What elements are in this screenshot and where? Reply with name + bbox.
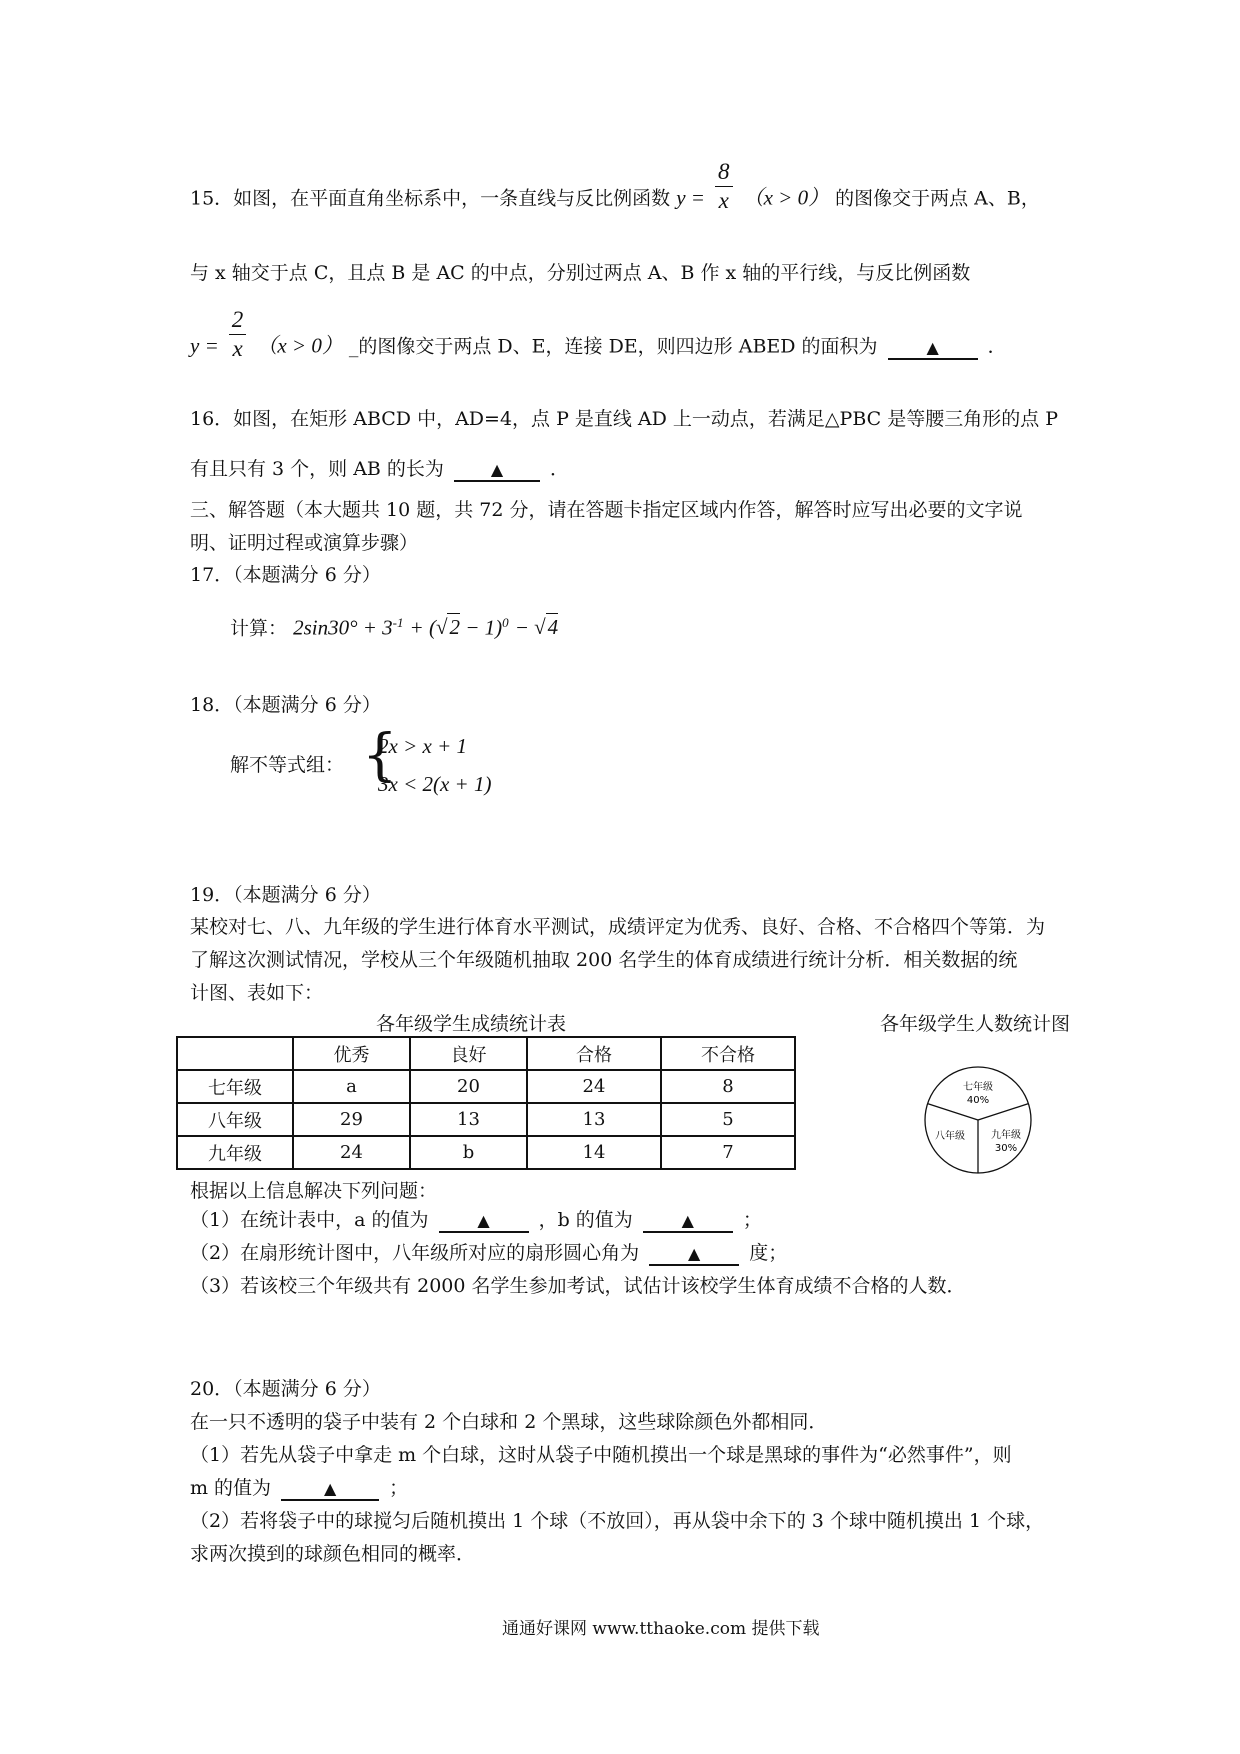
q17-radicand-2: 4 (547, 615, 559, 640)
table-header-cell: 不合格 (661, 1037, 795, 1070)
table-header-cell: 良好 (410, 1037, 527, 1070)
q19-part2-text: （2）在扇形统计图中，八年级所对应的扇形圆心角为 (190, 1242, 640, 1264)
q17-exponent-2: 0 (502, 615, 509, 630)
q15-line2: 与 x 轴交于点 C，且点 B 是 AC 的中点，分别过两点 A、B 作 x 轴的平行线，与反比例函数 (190, 262, 971, 284)
q19-part1-end: ； (742, 1209, 762, 1231)
table-cell: 24 (527, 1070, 661, 1103)
q15-fraction-1 (715, 158, 733, 215)
footer-text: 通通好课网 www.tthaoke.com 提供下载 (502, 1619, 820, 1639)
q17-expr-c: − 1) (459, 615, 503, 640)
q16-answer-blank[interactable] (454, 458, 540, 482)
q20-part1-text: m 的值为 (190, 1477, 272, 1499)
table-cell: a (293, 1070, 410, 1103)
q17-expression (230, 610, 558, 641)
table-cell: 九年级 (177, 1136, 293, 1169)
q20-part1-b (190, 1475, 408, 1501)
q17-sqrt-1: √2 (435, 615, 460, 640)
q20-part2-a: （2）若将袋子中的球搅匀后随机摸出 1 个球（不放回），再从袋中余下的 3 个球中随机摸出 1 个球， (190, 1510, 1045, 1532)
q16-text: 有且只有 3 个，则 AB 的长为 (190, 458, 444, 480)
q20-answer-blank[interactable] (281, 1477, 379, 1501)
q16-line1: 16．如图，在矩形 ABCD 中，AD=4，点 P 是直线 AD 上一动点，若满足△PBC 是等腰三角形的点 P (190, 408, 1059, 430)
table-cell: 14 (527, 1136, 661, 1169)
q19-part3: （3）若该校三个年级共有 2000 名学生参加考试，试估计该校学生体育成绩不合格的人数． (190, 1275, 966, 1297)
q17-sqrt-2: √4 (534, 615, 559, 640)
triangle-icon: ▲ (687, 1244, 701, 1263)
table-row (177, 1136, 795, 1169)
table-title: 各年级学生成绩统计表 (376, 1013, 567, 1035)
table-cell: 8 (661, 1070, 795, 1103)
q19-title: 19．（本题满分 6 分） (190, 884, 381, 906)
pie-label-seventh: 七年级 (963, 1082, 993, 1093)
table-cell: 7 (661, 1136, 795, 1169)
q17-exponent-1: -1 (392, 615, 404, 630)
q19-answer-blank-c[interactable] (649, 1242, 739, 1266)
pie-label-eighth: 八年级 (935, 1131, 965, 1142)
table-header-cell: 优秀 (293, 1037, 410, 1070)
q16-end: ． (550, 458, 570, 480)
q15-condition-1: （x > 0） (742, 185, 830, 210)
pie-label-ninth-pct: 30% (994, 1143, 1018, 1154)
q20-part1-end: ； (389, 1477, 409, 1499)
pie-chart-title: 各年级学生人数统计图 (880, 1013, 1071, 1035)
triangle-icon: ▲ (323, 1479, 337, 1498)
q20-part1-a: （1）若先从袋子中拿走 m 个白球，这时从袋子中随机摸出一个球是黑球的事件为“必然事件”，则 (190, 1444, 1012, 1466)
q17-radicand-1: 2 (449, 615, 460, 640)
q19-answer-blank-b[interactable] (643, 1209, 733, 1233)
table-header-cell (177, 1037, 293, 1070)
q15-y2: y = (190, 333, 219, 358)
triangle-icon: ▲ (490, 460, 504, 479)
table-cell: 13 (527, 1103, 661, 1136)
q19-line3: 计图、表如下： (190, 982, 324, 1004)
q15-fraction-2-den: x (232, 336, 243, 361)
q18-inequality-1: 2x > x + 1 (378, 734, 467, 758)
q20-part2-b: 求两次摸到的球颜色相同的概率． (190, 1543, 476, 1565)
q15-text-b: 的图像交于两点 A、B， (835, 187, 1040, 210)
q15-end: ． (987, 335, 1007, 358)
q17-expr-d: − (514, 615, 535, 640)
q15-fraction-1-den: x (718, 188, 729, 213)
q18-inequality-2: 3x < 2(x + 1) (378, 772, 492, 796)
stats-table (176, 1036, 796, 1170)
pie-divider-seventh-ninth (978, 1104, 1028, 1120)
q17-expr-a: 2sin30° + 3 (293, 615, 393, 640)
table-cell: 5 (661, 1103, 795, 1136)
triangle-icon: ▲ (477, 1211, 490, 1230)
table-header-cell: 合格 (527, 1037, 661, 1070)
section3-line1: 三、解答题（本大题共 10 题，共 72 分，请在答题卡指定区域内作答，解答时应写出必要的文字说 (190, 499, 1023, 521)
q17-title: 17．（本题满分 6 分） (190, 564, 381, 586)
pie-divider-eighth-seventh (928, 1104, 978, 1120)
q18-label: 解不等式组： (230, 754, 345, 776)
table-cell: 20 (410, 1070, 527, 1103)
q20-line1: 在一只不透明的袋子中装有 2 个白球和 2 个黑球，这些球除颜色外都相同． (190, 1411, 828, 1433)
q19-line2: 了解这次测试情况，学校从三个年级随机抽取 200 名学生的体育成绩进行统计分析．相关数据的统 (190, 949, 1018, 971)
triangle-icon: ▲ (926, 337, 939, 357)
q16-line2 (190, 456, 569, 482)
q19-part1-text-a: （1）在统计表中，a 的值为 (190, 1209, 429, 1231)
q19-part1 (190, 1207, 762, 1233)
table-cell: 13 (410, 1103, 527, 1136)
q15-text-a: 15．如图，在平面直角坐标系中，一条直线与反比例函数 (190, 187, 671, 210)
pie-chart (908, 1050, 1048, 1190)
q15-fraction-1-num: 8 (715, 158, 733, 187)
section3-line2: 明、证明过程或演算步骤） (190, 532, 419, 554)
table-row (177, 1070, 795, 1103)
q19-intro: 根据以上信息解决下列问题： (190, 1180, 438, 1202)
pie-label-seventh-pct: 40% (966, 1095, 990, 1106)
table-cell: 八年级 (177, 1103, 293, 1136)
table-cell: 24 (293, 1136, 410, 1169)
q19-part2-end: 度； (749, 1242, 788, 1264)
q15-line1 (190, 159, 1040, 215)
q17-label: 计算： (230, 617, 288, 640)
q15-text-c: _的图像交于两点 D、E，连接 DE，则四边形 ABED 的面积为 (348, 335, 878, 358)
q18-title: 18．（本题满分 6 分） (190, 694, 381, 716)
q15-fraction-2-num: 2 (229, 306, 247, 335)
q15-line3 (190, 307, 1007, 363)
q19-line1: 某校对七、八、九年级的学生进行体育水平测试，成绩评定为优秀、良好、合格、不合格四个等第．为 (190, 916, 1046, 938)
q19-part1-text-b: ，b 的值为 (538, 1209, 633, 1231)
q15-y1: y = (676, 185, 705, 210)
table-cell: 29 (293, 1103, 410, 1136)
pie-label-ninth: 九年级 (991, 1130, 1021, 1141)
q19-part2 (190, 1240, 787, 1266)
q19-answer-blank-a[interactable] (439, 1209, 529, 1233)
table-cell: 七年级 (177, 1070, 293, 1103)
q15-condition-2: （x > 0） (256, 333, 343, 358)
table-header-row (177, 1037, 795, 1070)
triangle-icon: ▲ (681, 1211, 694, 1230)
q20-title: 20．（本题满分 6 分） (190, 1378, 381, 1400)
q17-expr-b: + ( (409, 615, 436, 640)
q18-brace: { (362, 723, 398, 788)
table-cell: b (410, 1136, 527, 1169)
q15-answer-blank[interactable] (888, 336, 978, 360)
table-row (177, 1103, 795, 1136)
q15-fraction-2 (229, 306, 247, 363)
